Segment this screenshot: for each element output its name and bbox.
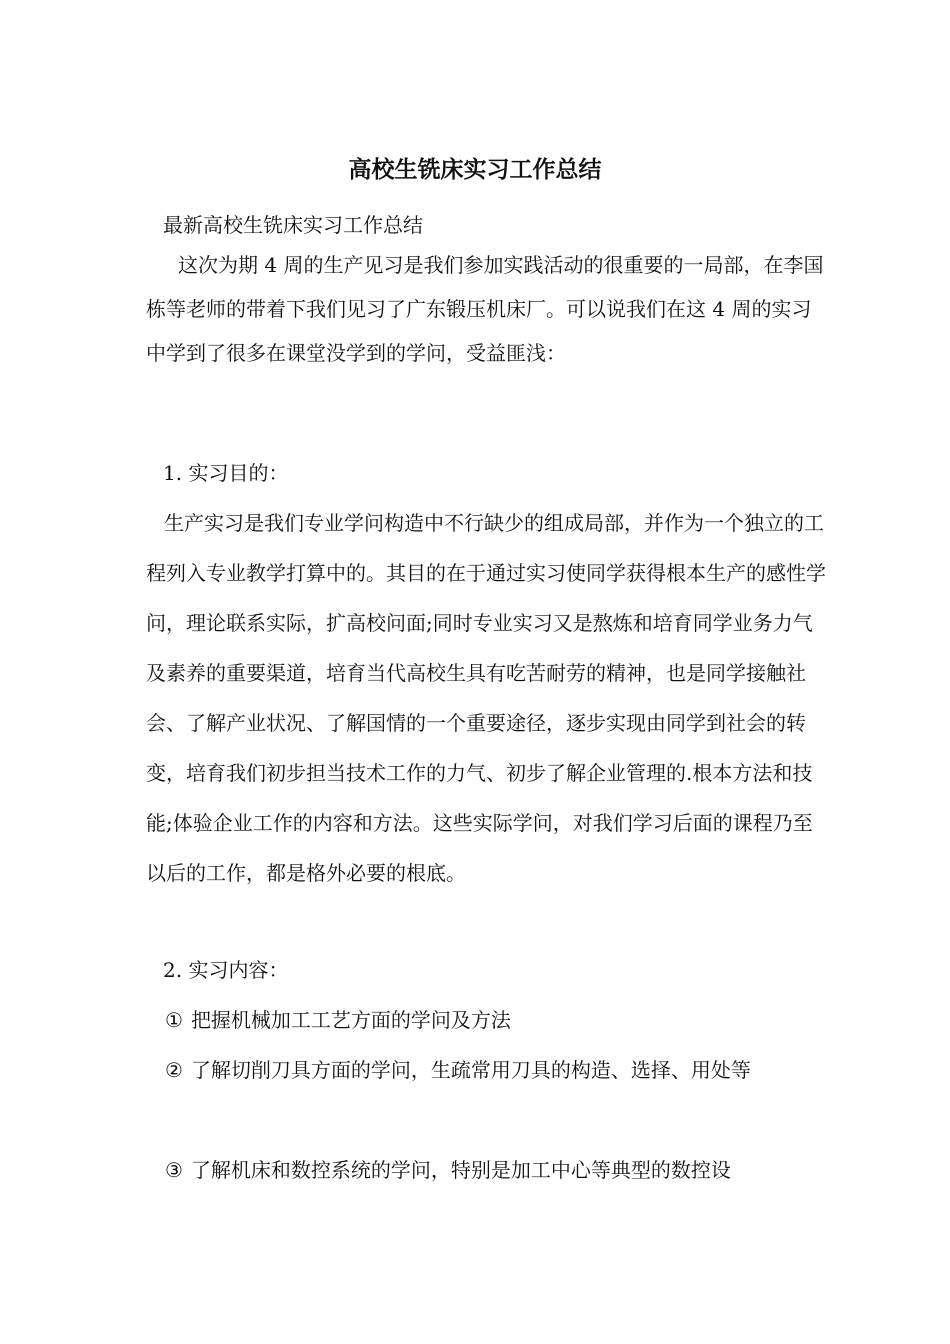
- list-item: [146, 995, 826, 1045]
- circled-number-marker: ③: [165, 1158, 183, 1182]
- list-item: [146, 1145, 826, 1195]
- list-item-text: 了解切削刀具方面的学问，生疏常用刀具的构造、选择、用处等: [190, 1058, 751, 1082]
- circled-number-marker: ①: [165, 1008, 183, 1032]
- section-heading-purpose: 1. 实习目的：: [163, 461, 289, 485]
- purpose-paragraph: 生产实习是我们专业学问构造中不行缺少的组成局部，并作为一个独立的工程列入专业教学打算中的。其目的在于通过实习使同学获得根本生产的感性学问，理论联系实际，扩高校问面;同时专业实习又是熬炼和培育同学业务力气及素养的重要渠道，培育当代高校生具有吃苦耐劳的精神，也是同学接触社会、了解产业状况、了解国情的一个重要途径，逐步实现由同学到社会的转变，培育我们初步担当技术工作的力气、初步了解企业管理的.根本方法和技能;体验企业工作的内容和方法。这些实际学问，对我们学习后面的课程乃至以后的工作，都是格外必要的根底。: [146, 511, 826, 885]
- list-item-text: 了解机床和数控系统的学问，特别是加工中心等典型的数控设: [190, 1158, 731, 1182]
- list-item: [146, 1045, 826, 1095]
- intro-paragraph: 这次为期 4 周的生产见习是我们参加实践活动的很重要的一局部，在李国栋等老师的带着下我们见习了广东锻压机床厂。可以说我们在这 4 周的实习中学到了很多在课堂没学到的学问，受益匪浅：: [146, 253, 824, 365]
- list-item-text: 把握机械加工工艺方面的学问及方法: [190, 1008, 511, 1032]
- circled-number-marker: ②: [165, 1058, 183, 1082]
- document-subtitle: 最新高校生铣床实习工作总结: [163, 213, 423, 237]
- section-heading-content: 2. 实习内容：: [163, 958, 289, 982]
- document-title: 高校生铣床实习工作总结: [348, 156, 602, 183]
